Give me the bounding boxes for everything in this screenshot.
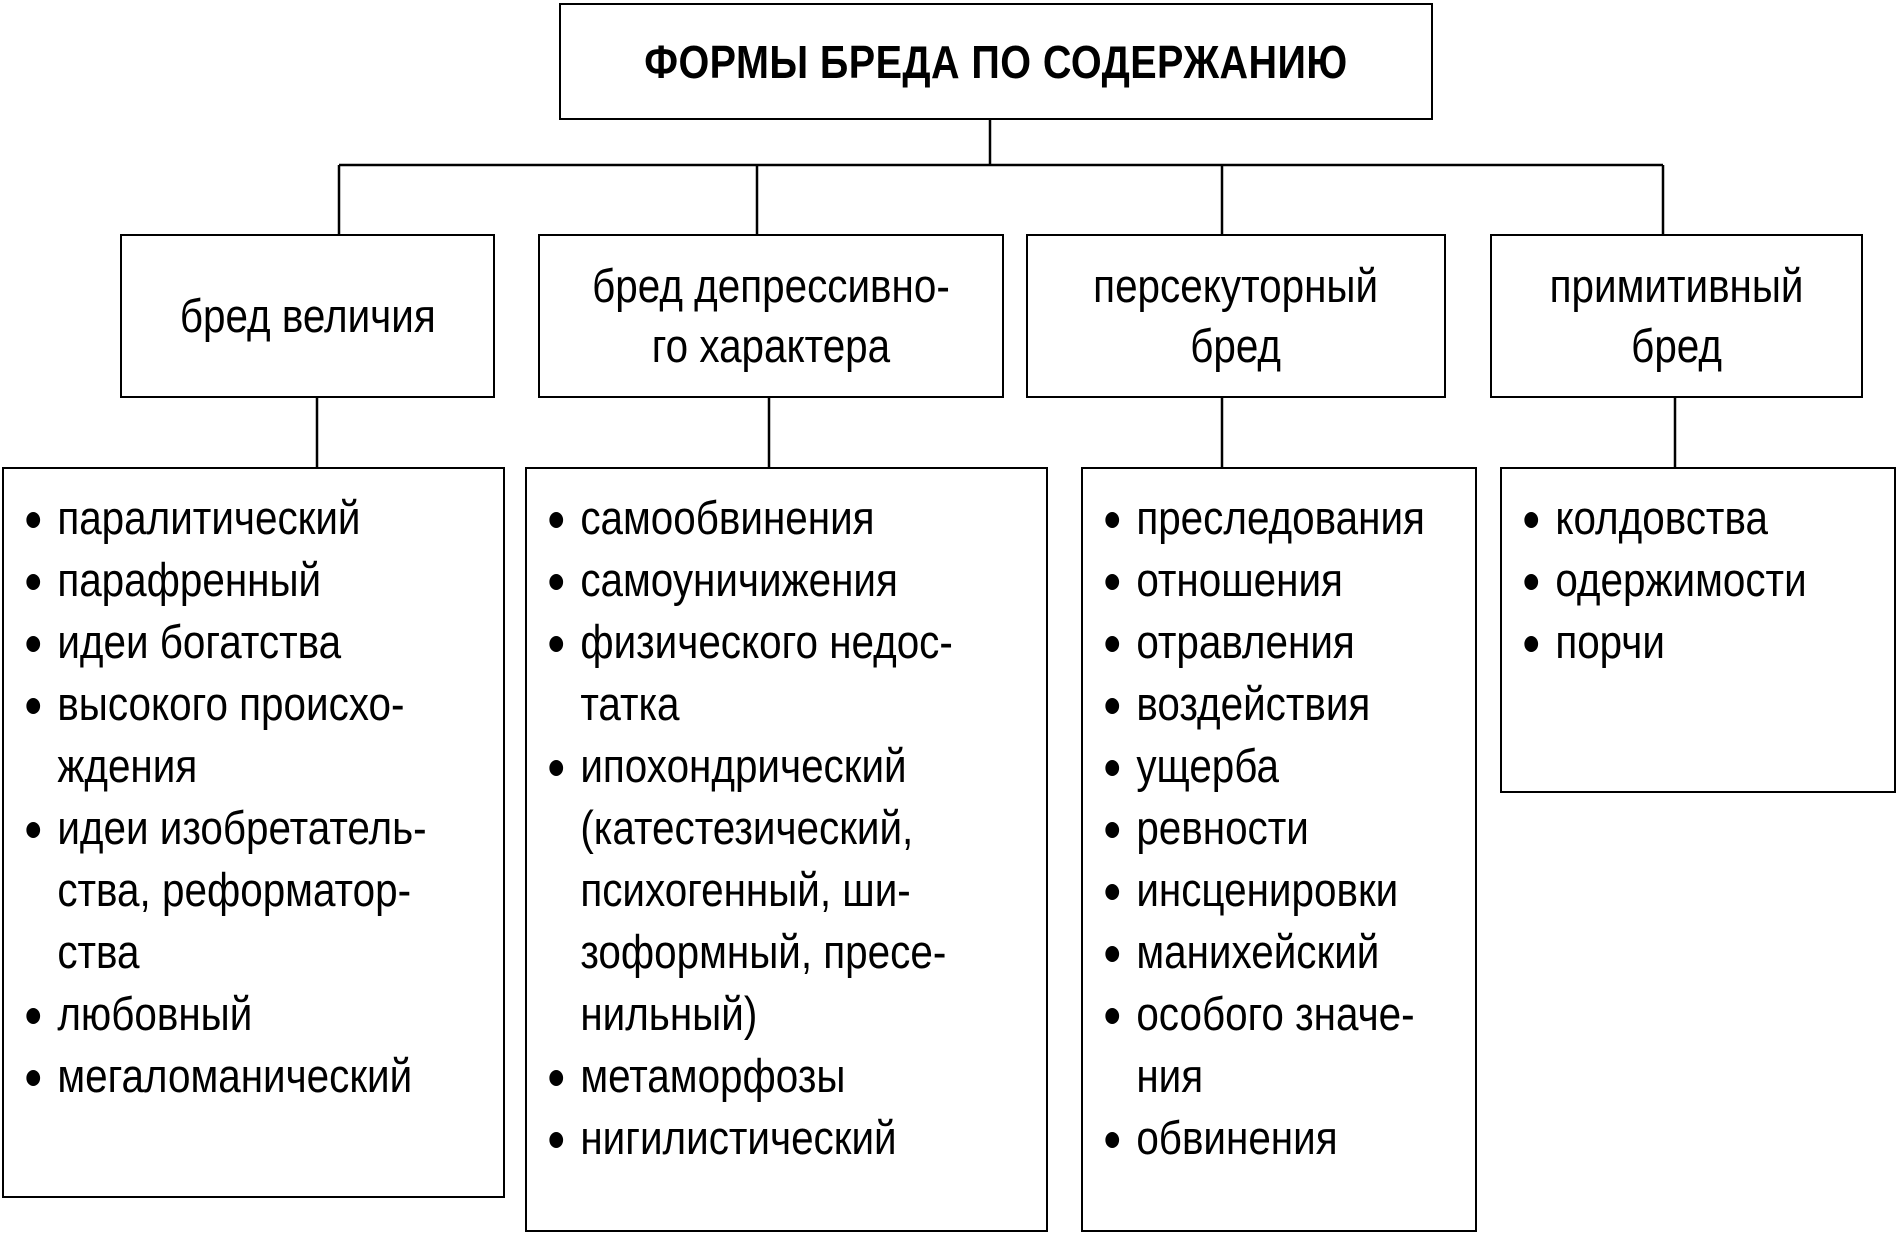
bullet-icon	[1524, 574, 1538, 590]
list-box-grandeur	[2, 467, 505, 1198]
list-item: идеи богатства	[4, 611, 433, 673]
bullet-icon	[549, 512, 563, 528]
bullet-icon	[1105, 822, 1119, 838]
bullet-icon	[26, 822, 40, 838]
item-list	[4, 487, 503, 1107]
list-item: высокого происхо- ждения	[4, 673, 433, 797]
bullet-icon	[26, 698, 40, 714]
bullet-icon	[1105, 884, 1119, 900]
bullet-icon	[549, 1132, 563, 1148]
bullet-icon	[549, 574, 563, 590]
bullet-icon	[1105, 512, 1119, 528]
category-label: бред величия	[179, 289, 436, 342]
diagram-title: ФОРМЫ БРЕДА ПО СОДЕРЖАНИЮ	[644, 35, 1348, 88]
list-item: нигилистический	[527, 1107, 973, 1169]
list-item: самообвинения	[527, 487, 973, 549]
bullet-icon	[549, 760, 563, 776]
bullet-icon	[1105, 760, 1119, 776]
list-item: мегаломанический	[4, 1045, 433, 1107]
bullet-icon	[1105, 1008, 1119, 1024]
list-item: преследования	[1083, 487, 1420, 549]
bullet-icon	[1105, 636, 1119, 652]
bullet-icon	[26, 574, 40, 590]
list-item: отношения	[1083, 549, 1420, 611]
diagram-title-box	[559, 3, 1433, 120]
list-item: воздействия	[1083, 673, 1420, 735]
list-item: метаморфозы	[527, 1045, 973, 1107]
list-item: отравления	[1083, 611, 1420, 673]
category-box-grandeur	[120, 234, 495, 398]
list-item: ревности	[1083, 797, 1420, 859]
bullet-icon	[1105, 574, 1119, 590]
category-box-persecutory	[1026, 234, 1446, 398]
bullet-icon	[1105, 698, 1119, 714]
list-item: ущерба	[1083, 735, 1420, 797]
bullet-icon	[1524, 636, 1538, 652]
bullet-icon	[1105, 946, 1119, 962]
list-item: парафренный	[4, 549, 433, 611]
list-item: особого значе- ния	[1083, 983, 1420, 1107]
list-item: манихейский	[1083, 921, 1420, 983]
bullet-icon	[26, 1070, 40, 1086]
list-item: паралитический	[4, 487, 433, 549]
list-item: ипохондрический (катестезический, психогенный, ши- зоформный, пресе- нильный)	[527, 735, 973, 1045]
item-list	[1083, 487, 1475, 1169]
bullet-icon	[549, 636, 563, 652]
list-item: порчи	[1502, 611, 1839, 673]
bullet-icon	[26, 512, 40, 528]
list-box-persecutory	[1081, 467, 1477, 1232]
list-item: любовный	[4, 983, 433, 1045]
bullet-icon	[1524, 512, 1538, 528]
bullet-icon	[26, 1008, 40, 1024]
list-box-primitive	[1500, 467, 1896, 793]
list-item: колдовства	[1502, 487, 1839, 549]
category-label: примитивный бред	[1549, 259, 1804, 372]
category-label: бред депрессивно- го характера	[592, 259, 950, 372]
list-item: самоуничижения	[527, 549, 973, 611]
list-item: физического недос- татка	[527, 611, 973, 735]
bullet-icon	[26, 636, 40, 652]
list-item: инсценировки	[1083, 859, 1420, 921]
item-list	[1502, 487, 1894, 673]
bullet-icon	[549, 1070, 563, 1086]
list-item: идеи изобретатель- ства, реформатор- ства	[4, 797, 433, 983]
category-box-primitive	[1490, 234, 1863, 398]
list-box-depressive	[525, 467, 1048, 1232]
bullet-icon	[1105, 1132, 1119, 1148]
list-item: обвинения	[1083, 1107, 1420, 1169]
item-list	[527, 487, 1046, 1169]
category-box-depressive	[538, 234, 1004, 398]
list-item: одержимости	[1502, 549, 1839, 611]
category-label: персекуторный бред	[1093, 259, 1379, 372]
